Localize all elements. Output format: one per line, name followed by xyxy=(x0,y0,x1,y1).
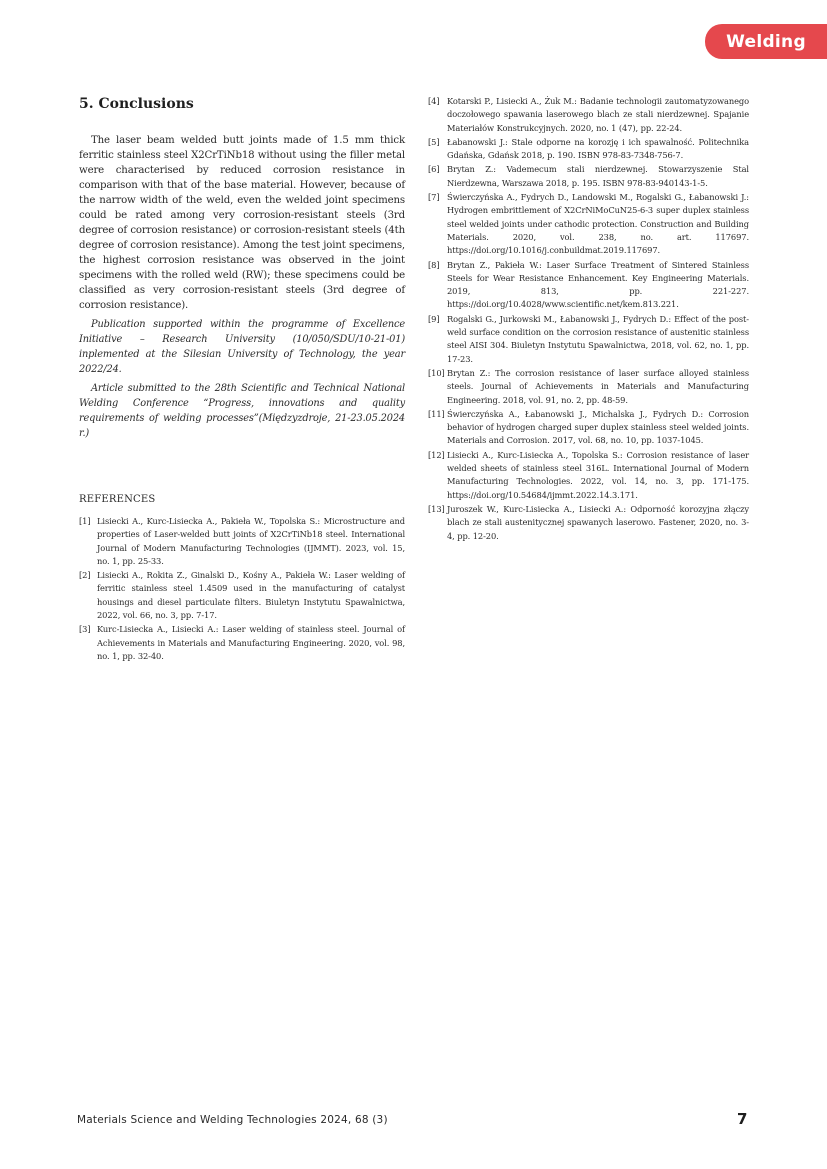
reference-text: Brytan Z.: The corrosion resistance of laser surface alloyed stainless steels. Journal of Achievements in Materials and Manufacturing Engineering. 2018, vol. 91, no. 2, pp. 48-59. xyxy=(447,367,749,405)
left-column xyxy=(79,96,405,664)
reference-list-left xyxy=(79,515,405,663)
reference-item xyxy=(428,367,749,407)
reference-text: Świerczyńska A., Łabanowski J., Michalska J., Fydrych D.: Corrosion behavior of hydrogen charged super duplex stainless steel welded joints. Materials and Corrosion. 2017, vol. 68, no. 10, pp. 1037-1045. xyxy=(447,408,749,446)
reference-item xyxy=(428,163,749,190)
reference-item xyxy=(428,503,749,543)
reference-text: Lisiecki A., Rokita Z., Ginalski D., Kośny A., Pakieła W.: Laser welding of ferritic stainless steel 1.4509 used in the manufacturing of catalyst housings and diesel particulate filters. Biuletyn Instytutu Spawalnictwa, 2022, vol. 66, no. 3, pp. 7-17. xyxy=(97,570,405,621)
reference-text: Brytan Z.: Vademecum stali nierdzewnej. Stowarzyszenie Stal Nierdzewna, Warszawa 2018, p. 195. ISBN 978-83-940143-1-5. xyxy=(447,164,749,188)
references-heading: REFERENCES xyxy=(79,494,156,505)
reference-text: Łabanowski J.: Stale odporne na korozję i ich spawalność. Politechnika Gdańska, Gdańsk 2018, p. 190. ISBN 978-83-7348-756-7. xyxy=(447,136,749,161)
reference-text: Świerczyńska A., Fydrych D., Landowski M., Rogalski G., Łabanowski J.: Hydrogen embrittlement of X2CrNiMoCuN25-6-3 super duplex stainless steel welded joints under cathodic protection. Construction and Building Materials. 2020, vol. 238, no. art. 117697. https://doi.org/10.1016/j.conbuildmat.2019.117697. xyxy=(447,192,749,256)
reference-item xyxy=(428,191,749,257)
footer-journal: Materials Science and Welding Technologies 2024, 68 (3) xyxy=(77,1114,388,1126)
right-column xyxy=(428,95,749,544)
reference-number: [5] xyxy=(428,136,440,147)
reference-number: [4] xyxy=(428,96,440,106)
reference-item xyxy=(428,449,749,502)
reference-item xyxy=(428,259,749,312)
reference-item xyxy=(428,408,749,448)
reference-item xyxy=(79,515,405,568)
reference-list-right xyxy=(428,95,749,543)
reference-number: [1] xyxy=(79,516,91,526)
reference-item xyxy=(428,95,749,135)
reference-text: Brytan Z., Pakieła W.: Laser Surface Treatment of Sintered Stainless Steels for Wear Resistance Enhancement. Key Engineering Materials. 2019, 813, pp. 221-227. https://doi.org/10.4028/www.scientific.net/kem.813.221. xyxy=(447,259,749,310)
reference-number: [6] xyxy=(428,164,440,175)
reference-number: [9] xyxy=(428,313,440,324)
conclusions-paragraph: The laser beam welded butt joints made of 1.5 mm thick ferritic stainless steel X2CrTiNb18 without using the filler metal were characterised by reduced corrosion resistance in comparison with that of the base material. However, because of the narrow width of the weld, even the welded joint specimens could be rated among very corrosion-resistant steels (3rd degree of corrosion resistance) or corrosion-resistant steels (4th degree of corrosion resistance). Among the test joint specimens, the highest corrosion resistance was observed in the joint specimens with the rolled weld (RW); these specimens could be classified as very corrosion-resistant steels (3rd degree of corrosion resistance). xyxy=(79,135,405,311)
reference-number: [7] xyxy=(428,192,440,203)
reference-number: [10] xyxy=(428,367,445,378)
conclusions-heading: 5. Conclusions xyxy=(79,96,194,112)
acknowledgement-note: Publication supported within the programme of Excellence Initiative – Research University (10/050/SDU/10-21-01) inplemented at the Silesian University of Technology, the year 2022/24. xyxy=(79,319,405,375)
reference-number: [8] xyxy=(428,259,440,270)
reference-item xyxy=(428,313,749,366)
reference-number: [11] xyxy=(428,408,445,419)
reference-number: [2] xyxy=(79,570,91,581)
reference-text: Rogalski G., Jurkowski M., Łabanowski J., Fydrych D.: Effect of the post-weld surface condition on the corrosion resistance of austenitic stainless steel AISI 304. Biuletyn Instytutu Spawalnictwa, 2018, vol. 62, no. 1, pp. 17-23. xyxy=(447,313,749,364)
page-number: 7 xyxy=(737,1110,748,1128)
reference-number: [12] xyxy=(428,449,445,460)
reference-text: Juroszek W., Kurc-Lisiecka A., Lisiecki A.: Odporność korozyjna złączy blach ze stali austenitycznej spawanych laserowo. Fastener, 2020, no. 3-4, pp. 12-20. xyxy=(447,503,749,541)
reference-item xyxy=(79,623,405,663)
reference-item xyxy=(79,569,405,622)
submission-note: Article submitted to the 28th Scientific and Technical National Welding Conference “Progress, innovations and quality requirements of welding processes”(Międzyzdroje, 21-23.05.2024 r.) xyxy=(79,383,405,439)
section-tab: Welding xyxy=(705,24,827,59)
reference-item xyxy=(428,136,749,163)
reference-text: Kotarski P., Lisiecki A., Żuk M.: Badanie technologii zautomatyzowanego doczołowego spawania laserowego blach ze stali nierdzewnej. Spajanie Materiałów Konstrukcyjnych. 2020, no. 1 (47), pp. 22-24. xyxy=(447,96,749,133)
reference-text: Lisiecki A., Kurc-Lisiecka A., Pakieła W., Topolska S.: Microstructure and properties of Laser-welded butt joints of X2CrTiNb18 steel. International Journal of Modern Manufacturing Technologies (IJMMT). 2023, vol. 15, no. 1, pp. 25-33. xyxy=(97,516,405,566)
reference-text: Kurc-Lisiecka A., Lisiecki A.: Laser welding of stainless steel. Journal of Achievements in Materials and Manufacturing Engineering. 2020, vol. 98, no. 1, pp. 32-40. xyxy=(97,624,405,661)
reference-number: [13] xyxy=(428,503,445,514)
reference-text: Lisiecki A., Kurc-Lisiecka A., Topolska S.: Corrosion resistance of laser welded sheets of stainless steel 316L. International Journal of Modern Manufacturing Technologies. 2022, vol. 14, no. 3, pp. 171-175. https://doi.org/10.54684/ijmmt.2022.14.3.171. xyxy=(447,449,749,500)
reference-number: [3] xyxy=(79,624,91,635)
